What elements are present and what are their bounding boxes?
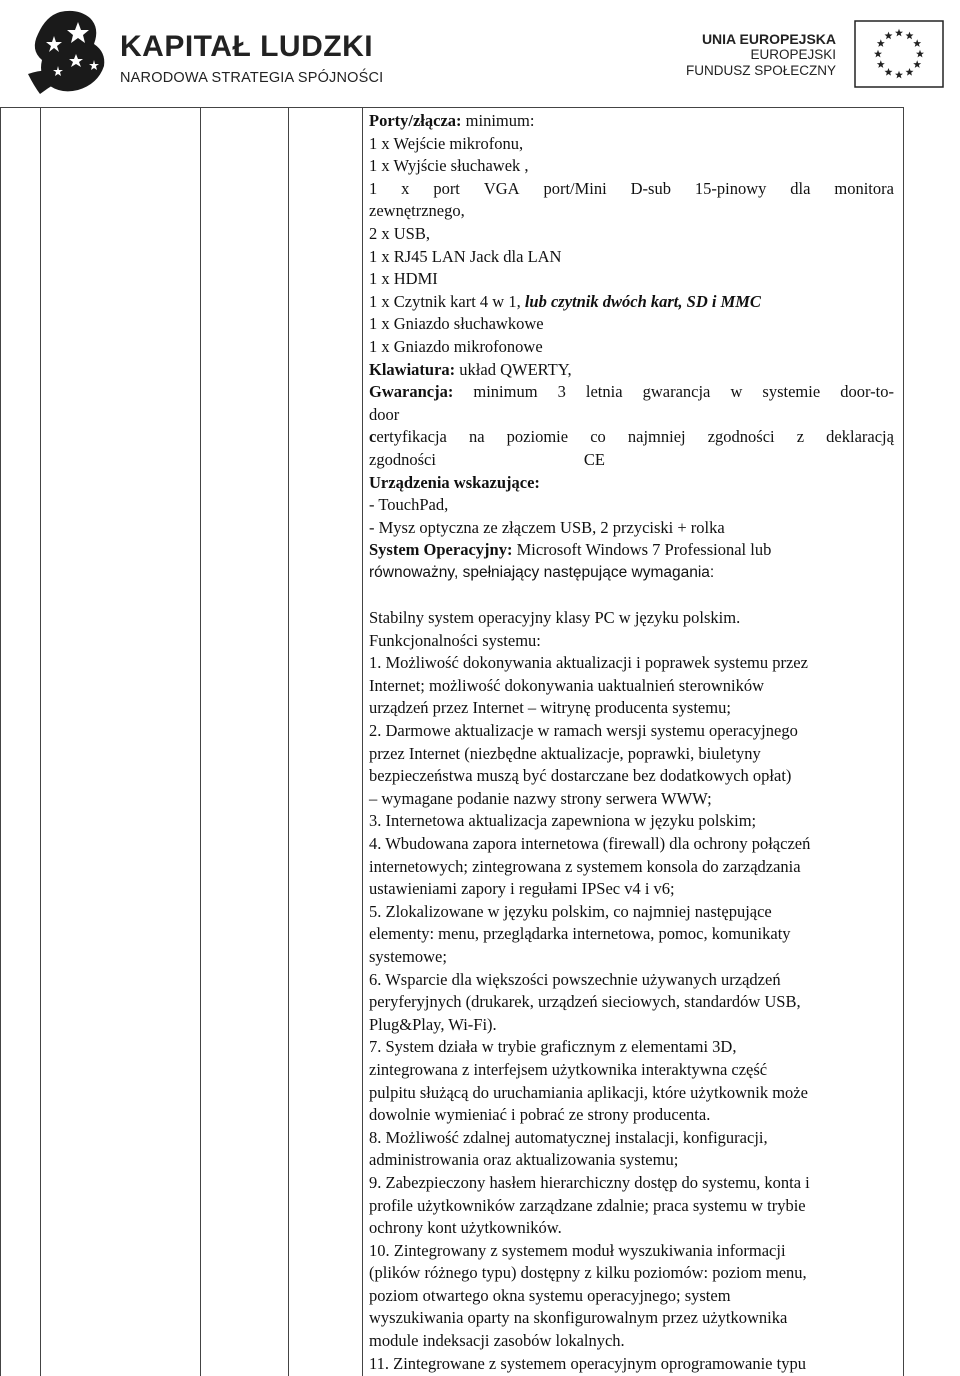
requirement-line: systemowe; [369,946,447,966]
spec-line: 1 x Wejście mikrofonu, [369,133,524,153]
spec-line: równoważny, spełniający następujące wymagania: [369,563,715,581]
warranty-line: Gwarancja: minimum 3 letnia gwarancja w systemie door-to- [369,382,894,402]
requirement-line: 2. Darmowe aktualizacje w ramach wersji systemu operacyjnego [369,721,798,741]
eu-fund-text [686,31,836,79]
spec-line: zewnętrznego, [369,201,465,221]
table-border-right [903,107,904,1376]
table-border-top [0,107,904,108]
requirements-list [369,652,894,1375]
requirement-line: 11. Zintegrowane z systemem operacyjnym oprogramowanie typu [369,1353,806,1373]
spec-line: 1 x Wyjście słuchawek , [369,156,529,176]
spec-line: door [369,404,400,424]
spec-line-vga: 1 x port VGA port/Mini D-sub 15-pinowy dla monitora [369,178,894,198]
requirement-line: elementy: menu, przeglądarka internetowa, pomoc, komunikaty [369,924,791,944]
requirement-line: Plug&Play, Wi-Fi). [369,1014,497,1034]
spacer [369,584,894,607]
spec-line: - TouchPad, [369,495,449,515]
certification-cont-line: zgodności CE [369,449,605,469]
requirement-line: 8. Możliwość zdalnej automatycznej instalacji, konfiguracji, [369,1127,768,1147]
spec-line: 1 x Gniazdo mikrofonowe [369,336,543,356]
requirement-line: pulpitu służącą do uruchamiania aplikacji, które użytkownik może [369,1082,808,1102]
eu-flag-icon [854,20,944,88]
page-header [0,0,960,100]
spec-line: - Mysz optyczna ze złączem USB, 2 przyciski + rolka [369,517,725,537]
eu-social-fund-label: FUNDUSZ SPOŁECZNY [685,63,836,78]
os-heading: System Operacyjny: Microsoft Windows 7 Professional lub [369,540,772,560]
requirement-line: 6. Wsparcie dla większości powszechnie używanych urządzeń [369,969,781,989]
requirement-line: bezpieczeństwa muszą być dostarczane bez dodatkowych opłat) [369,766,792,786]
requirement-line: Internet; możliwość dokonywania uaktualnień sterowników [369,675,764,695]
requirement-line: poziom otwartego okna systemu operacyjnego; system [369,1285,731,1305]
requirement-line: ustawieniami zapory i regułami IPSec v4 i v6; [369,879,675,899]
requirement-line: 10. Zintegrowany z systemem moduł wyszukiwania informacji [369,1240,786,1260]
eu-european-label: EUROPEJSKI [750,47,836,62]
requirements-heading: Funkcjonalności systemu: [369,630,541,650]
requirement-line: peryferyjnych (drukarek, urządzeń sieciowych, standardów USB, [369,992,801,1012]
requirement-line: wyszukiwania oparty na skonfigurowalnym przez użytkownika [369,1308,788,1328]
table-column-divider [288,107,289,1376]
eu-union-label: UNIA EUROPEJSKA [701,31,836,47]
table-column-divider [40,107,41,1376]
table-border-left [0,107,1,1376]
keyboard-line: Klawiatura: układ QWERTY, [369,359,572,379]
specification-cell [369,110,894,1375]
pointing-devices-heading: Urządzenia wskazujące: [369,472,540,492]
requirement-line: 3. Internetowa aktualizacja zapewniona w języku polskim; [369,811,757,831]
ports-heading: Porty/złącza: minimum: [369,111,535,130]
requirement-line: 4. Wbudowana zapora internetowa (firewall) dla ochrony połączeń [369,834,811,853]
requirement-line: – wymagane podanie nazwy strony serwera WWW; [369,788,712,808]
requirements-intro: Stabilny system operacyjny klasy PC w języku polskim. [369,608,741,628]
kapital-ludzki-logo-icon [20,4,116,96]
requirement-line: ochrony kont użytkowników. [369,1218,562,1238]
requirement-line: zintegrowana z interfejsem użytkownika interaktywna część [369,1059,768,1079]
requirement-line: przez Internet (niezbędne aktualizacje, poprawki, biuletyny [369,743,761,763]
spec-line-card-reader: 1 x Czytnik kart 4 w 1, lub czytnik dwóch kart, SD i MMC [369,291,761,311]
requirement-line: profile użytkowników zarządzane zdalnie; praca systemu w trybie [369,1195,806,1215]
spec-line: 1 x Gniazdo słuchawkowe [369,314,544,334]
requirement-line: administrowania oraz aktualizowania systemu; [369,1150,679,1170]
spec-line: 2 x USB, [369,223,430,243]
requirement-line: module indeksacji zasobów lokalnych. [369,1331,625,1351]
table-column-divider [200,107,201,1376]
requirement-line: 1. Możliwość dokonywania aktualizacji i poprawek systemu przez [369,653,808,673]
requirement-line: 7. System działa w trybie graficznym z elementami 3D, [369,1037,737,1057]
requirement-line: 5. Zlokalizowane w języku polskim, co najmniej następujące [369,901,772,921]
kapital-ludzki-subtitle: NARODOWA STRATEGIA SPÓJNOŚCI [120,70,384,86]
requirement-line: dowolnie wymieniać i pobrać ze strony producenta. [369,1105,711,1125]
certification-line: certyfikacja na poziomie co najmniej zgodności z deklaracją [369,427,894,447]
spec-line: 1 x RJ45 LAN Jack dla LAN [369,246,562,266]
table-column-divider [362,107,363,1376]
requirement-line: internetowych; zintegrowana z systemem konsola do zarządzania [369,856,801,876]
requirement-line: (plików różnego typu) dostępny z kilku poziomów: poziom menu, [369,1263,807,1283]
kapital-ludzki-title: KAPITAŁ LUDZKI [120,30,374,63]
spec-line: 1 x HDMI [369,269,438,289]
requirement-line: 9. Zabezpieczony hasłem hierarchiczny dostęp do systemu, konta i [369,1172,810,1192]
requirement-line: urządzeń przez Internet – witrynę producenta systemu; [369,698,731,718]
